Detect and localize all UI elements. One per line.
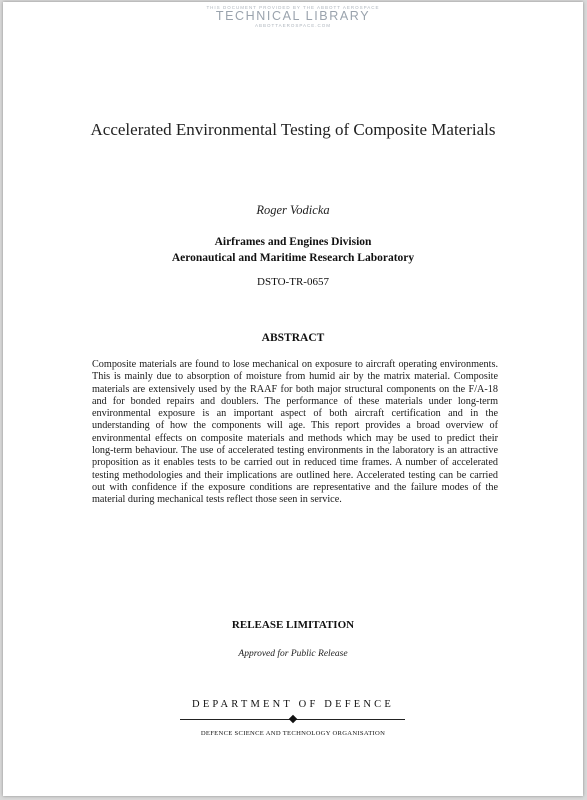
laboratory-name: Aeronautical and Maritime Research Laboratory [171, 252, 415, 264]
abstract-body: Composite materials are found to lose mechanical on exposure to aircraft operating environments. This is mainly due to absorption of moisture from humid air by the matrix material. Composite materials are extensively used by the RAAF for both major structural components on the F/A-18 and for bonded repairs and doublers. The performance of these materials under long-term environmental exposure is an important aspect of both aircraft certification and in the understanding of how the components will age. This report provides a broad overview of environmental effects on composite materials and methods which may be used to predict their long-term behaviour. The use of accelerated testing environments in the laboratory is an attractive proposition as it enables tests to be carried out in reduced time frames. A number of accelerated testing methodologies and their implications are outlined here. Accelerated testing can be carried out with confidence if the exposure conditions are representative and the failure modes of the material during mechanical tests reflect those seen in service. [92, 359, 498, 506]
division-name: Airframes and Engines Division [214, 236, 372, 248]
document-page [3, 2, 583, 796]
department-name: DEPARTMENT OF DEFENCE [192, 699, 394, 710]
watermark-url: ABBOTTAEROSPACE.COM [254, 23, 332, 28]
release-limitation-heading: RELEASE LIMITATION [231, 619, 355, 631]
release-note: Approved for Public Release [238, 649, 348, 659]
report-title: Accelerated Environmental Testing of Composite Materials [90, 120, 496, 139]
organisation-name: DEFENCE SCIENCE AND TECHNOLOGY ORGANISATION [200, 730, 386, 737]
department-rule [180, 716, 405, 724]
library-watermark [3, 5, 583, 28]
affiliation-block [3, 234, 583, 266]
diamond-ornament [288, 715, 296, 723]
document-number: DSTO-TR-0657 [257, 276, 329, 288]
report-author: Roger Vodicka [256, 203, 330, 217]
watermark-main: TECHNICAL LIBRARY [215, 9, 371, 23]
watermark-top-line: THIS DOCUMENT PROVIDED BY THE ABBOTT AEROSPACE [206, 5, 380, 10]
abstract-heading: ABSTRACT [261, 332, 325, 344]
